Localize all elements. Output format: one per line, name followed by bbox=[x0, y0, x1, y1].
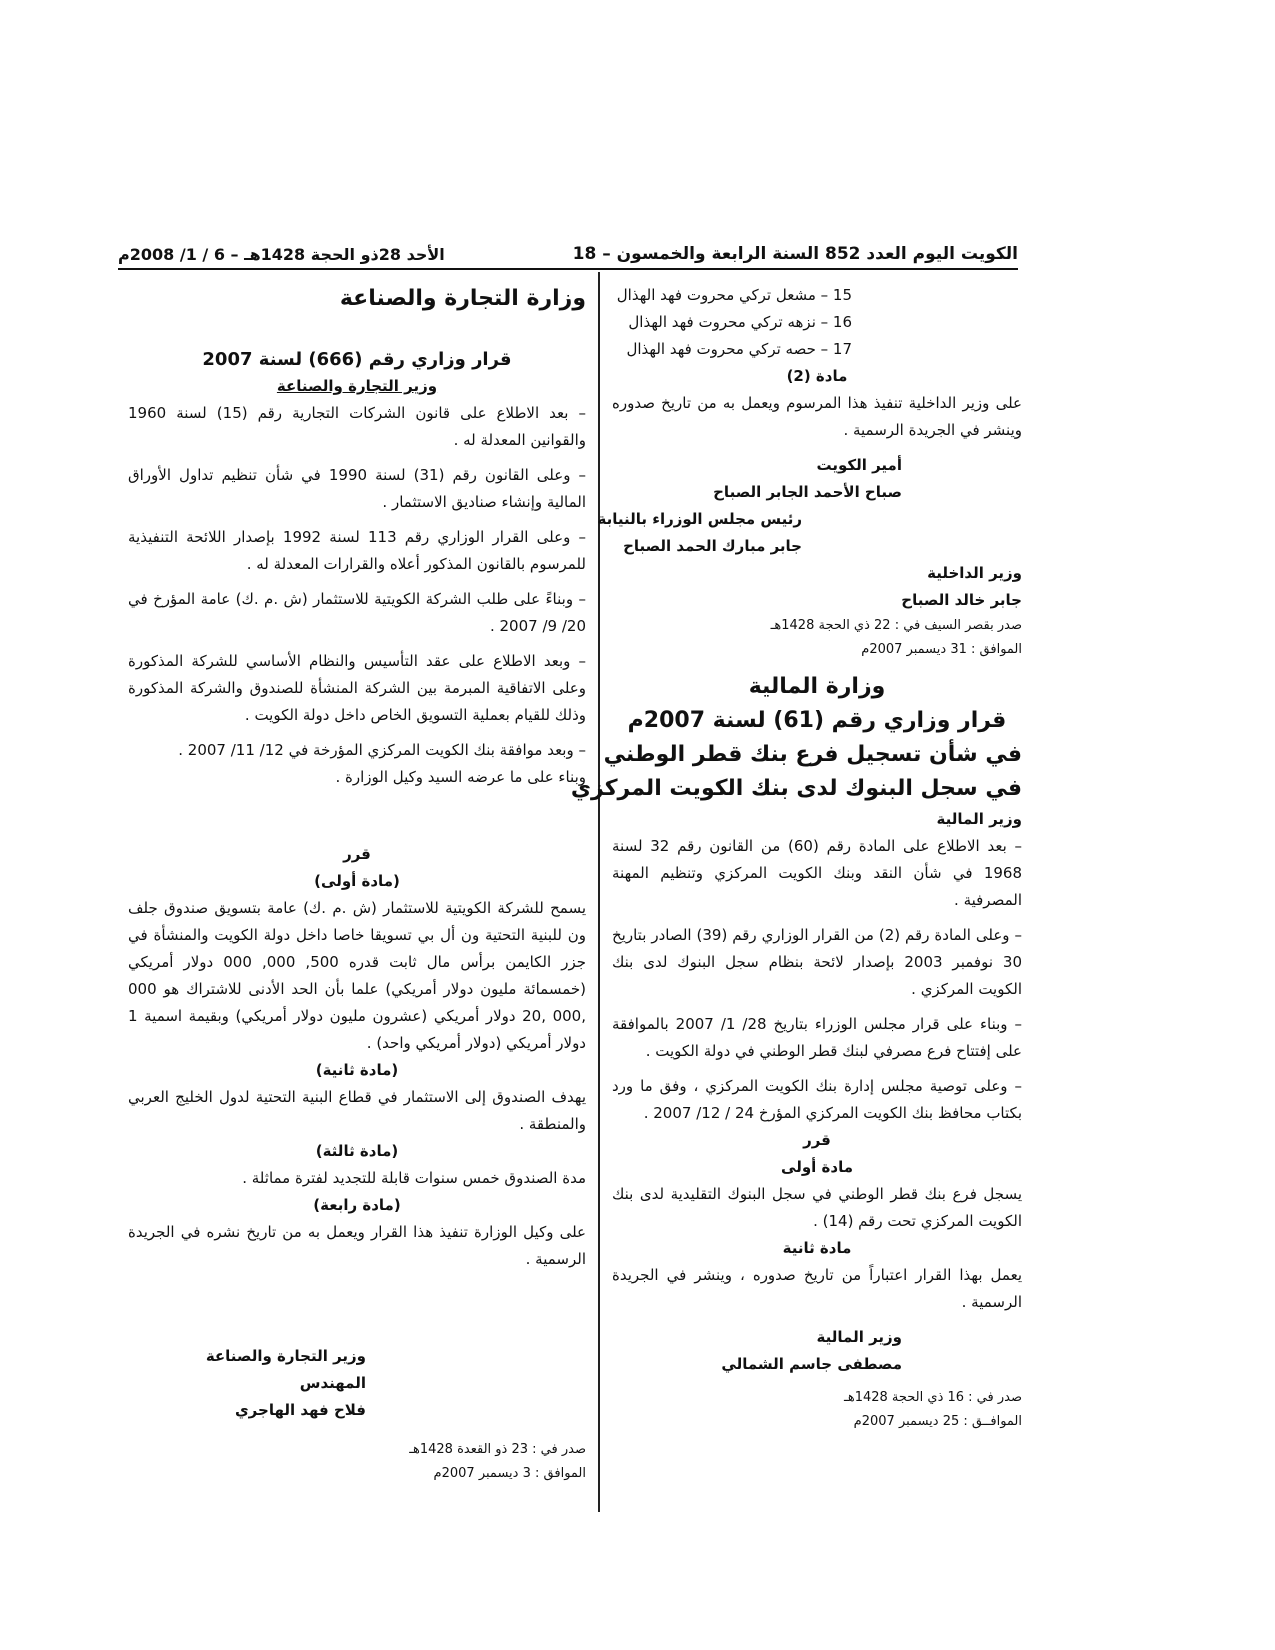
article-2-title: مادة (2) bbox=[786, 367, 848, 385]
article-3-text: مدة الصندوق خمس سنوات قابلة للتجديد لفترة مماثلة . bbox=[242, 1169, 586, 1187]
decided-heading: قرر bbox=[343, 845, 371, 863]
pm-title: رئيس مجلس الوزراء بالنيابة bbox=[597, 510, 802, 528]
article-1-text: يسجل فرع بنك قطر الوطني في سجل البنوك التقليدية لدى بنك الكويت المركزي تحت رقم (14) . bbox=[612, 1185, 1022, 1230]
list-item: 17 – حصه تركي محروت فهد الهذال bbox=[626, 340, 852, 358]
emir-name: صباح الأحمد الجابر الصباح bbox=[713, 483, 902, 501]
corresponding-date: الموافق : 31 ديسمبر 2007م bbox=[861, 642, 1022, 657]
list-item: 16 – نزهه تركي محروت فهد الهذال bbox=[628, 313, 852, 331]
article-2-text: يهدف الصندوق إلى الاستثمار في قطاع البنية التحتية لدول الخليج العربي والمنطقة . bbox=[128, 1088, 586, 1133]
article-4-text: على وكيل الوزارة تنفيذ هذا القرار ويعمل به من تاريخ نشره في الجريدة الرسمية . bbox=[128, 1223, 586, 1268]
article-1-title: (مادة أولى) bbox=[314, 872, 400, 890]
corresponding-date: الموافق : 3 ديسمبر 2007م bbox=[433, 1466, 586, 1481]
commerce-minister-signature-role: المهندس bbox=[299, 1374, 366, 1392]
finance-minister-signature-name: مصطفى جاسم الشمالي bbox=[721, 1355, 902, 1373]
article-2-title: (مادة ثانية) bbox=[315, 1061, 399, 1079]
preamble-paragraph: – وعلى توصية مجلس إدارة بنك الكويت المركزي ، وفق ما ورد بكتاب محافظ بنك الكويت المركزي المؤرخ 24 / 12/ 2007 . bbox=[612, 1077, 1022, 1122]
page-header bbox=[118, 228, 1018, 270]
decree-61-title: قرار وزاري رقم (61) لسنة 2007م bbox=[627, 708, 1007, 733]
preamble-paragraph: – وعلى القرار الوزاري رقم 113 لسنة 1992 بإصدار اللائحة التنفيذية للمرسوم بالقانون المذكور أعلاه والقرارات المعدلة له . bbox=[128, 528, 586, 573]
preamble-paragraph: وبناء على ما عرضه السيد وكيل الوزارة . bbox=[335, 768, 586, 786]
preamble-paragraph: – وعلى القانون رقم (31) لسنة 1990 في شأن تنظيم تداول الأوراق المالية وإنشاء صناديق الاستثمار . bbox=[128, 466, 586, 511]
article-2-text: على وزير الداخلية تنفيذ هذا المرسوم ويعمل به من تاريخ صدوره وينشر في الجريدة الرسمية . bbox=[612, 394, 1022, 439]
article-2-text: يعمل بهذا القرار اعتباراً من تاريخ صدوره ، وينشر في الجريدة الرسمية . bbox=[612, 1266, 1022, 1311]
article-4-title: (مادة رابعة) bbox=[313, 1196, 401, 1214]
commerce-minister-signature-name: فلاح فهد الهاجري bbox=[234, 1401, 366, 1419]
left-column bbox=[128, 282, 586, 1486]
preamble-paragraph: – وعلى المادة رقم (2) من القرار الوزاري رقم (39) الصادر بتاريخ 30 نوفمبر 2003 بإصدار لائحة بنظام سجل البنوك لدى بنك الكويت المركزي . bbox=[612, 926, 1022, 998]
column-divider bbox=[598, 272, 600, 1512]
commerce-minister-signature-title: وزير التجارة والصناعة bbox=[205, 1347, 366, 1365]
preamble-paragraph: – وبناءً على طلب الشركة الكويتية للاستثمار (ش .م .ك) عامة المؤرخ في 20/ 9/ 2007 . bbox=[128, 590, 586, 635]
decree-61-subtitle: في سجل البنوك لدى بنك الكويت المركزي bbox=[570, 776, 1022, 801]
ministry-finance-title: وزارة المالية bbox=[748, 674, 886, 699]
decided-heading: قرر bbox=[803, 1131, 831, 1149]
decree-666-title: قرار وزاري رقم (666) لسنة 2007 bbox=[202, 349, 512, 370]
issued-date: صدر في : 23 ذو القعدة 1428هـ bbox=[409, 1442, 586, 1457]
article-1-title: مادة أولى bbox=[781, 1158, 853, 1176]
article-2-title: مادة ثانية bbox=[782, 1239, 852, 1257]
article-3-title: (مادة ثالثة) bbox=[315, 1142, 399, 1160]
right-column bbox=[570, 282, 1022, 1434]
list-item: 15 – مشعل تركي محروت فهد الهذال bbox=[616, 286, 852, 304]
finance-minister-label: وزير المالية bbox=[936, 810, 1022, 828]
commerce-minister-label: وزير التجارة والصناعة bbox=[276, 377, 438, 395]
interior-minister-name: جابر خالد الصباح bbox=[901, 591, 1022, 609]
preamble-paragraph: – بعد الاطلاع على المادة رقم (60) من القانون رقم 32 لسنة 1968 في شأن النقد وبنك الكويت المركزي وتنظيم المهنة المصرفية . bbox=[612, 837, 1022, 909]
emir-title: أمير الكويت bbox=[816, 456, 902, 474]
preamble-paragraph: – وبعد الاطلاع على عقد التأسيس والنظام الأساسي للشركة المذكورة وعلى الاتفاقية المبرمة بين الشركة المنشأة للصندوق والشركة المذكورة وذلك للقيام بعملية التسويق الخاص داخل دولة الكويت . bbox=[128, 652, 586, 724]
header-date: الأحد 28ذو الحجة 1428هـ – 6 / 1/ 2008م bbox=[118, 245, 445, 264]
corresponding-date: الموافــق : 25 ديسمبر 2007م bbox=[853, 1414, 1022, 1429]
preamble-paragraph: – وبناء على قرار مجلس الوزراء بتاريخ 28/ 1/ 2007 بالموافقة على إفتتاح فرع مصرفي لبنك قطر الوطني في دولة الكويت . bbox=[612, 1015, 1022, 1060]
issued-date: صدر في : 16 ذي الحجة 1428هـ bbox=[844, 1390, 1022, 1405]
article-1-text: يسمح للشركة الكويتية للاستثمار (ش .م .ك) عامة بتسويق صندوق جلف ون للبنية التحتية ون أل بي تسويقا خاصا داخل دولة الكويت والمنشأة في جزر الكايمن برأس مال ثابت قدره 500, 000, 000 دولار أمريكي (خمسمائة مليون دولار أمريكي) علما بأن الحد الأدنى للاشتراك هو 000 ,000 ,20 دولار أمريكي (عشرون مليون دولار أمريكي) وبقيمة اسمية 1 دولار أمريكي (دولار أمريكي واحد) . bbox=[128, 899, 586, 1052]
header-issue-info: الكويت اليوم العدد 852 السنة الرابعة والخمسون – 18 bbox=[572, 244, 1018, 264]
decree-61-subtitle: في شأن تسجيل فرع بنك قطر الوطني bbox=[603, 742, 1022, 767]
pm-name: جابر مبارك الحمد الصباح bbox=[623, 537, 802, 555]
issued-date: صدر بقصر السيف في : 22 ذي الحجة 1428هـ bbox=[770, 618, 1022, 633]
finance-minister-signature-title: وزير المالية bbox=[816, 1328, 902, 1346]
preamble-paragraph: – بعد الاطلاع على قانون الشركات التجارية رقم (15) لسنة 1960 والقوانين المعدلة له . bbox=[128, 404, 586, 449]
ministry-commerce-title: وزارة التجارة والصناعة bbox=[339, 286, 586, 311]
preamble-paragraph: – وبعد موافقة بنك الكويت المركزي المؤرخة في 12/ 11/ 2007 . bbox=[178, 741, 586, 759]
interior-minister-title: وزير الداخلية bbox=[927, 564, 1022, 582]
